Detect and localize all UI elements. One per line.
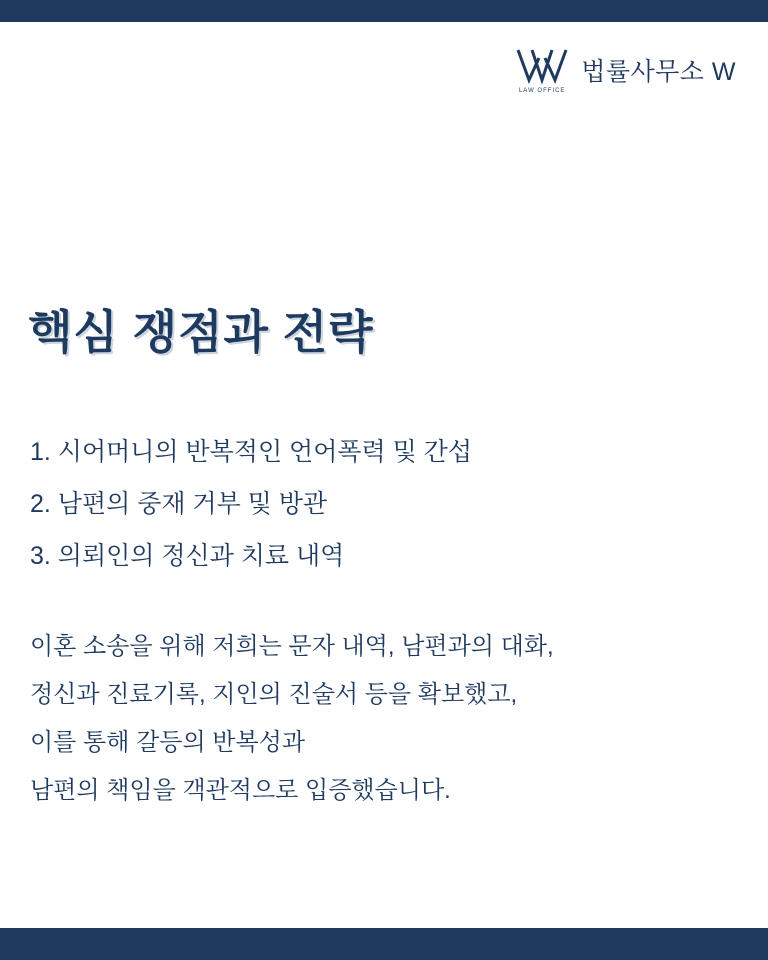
list-item: 3. 의뢰인의 정신과 치료 내역	[30, 542, 345, 570]
logo-subtext: LAW OFFICE	[518, 88, 566, 94]
w-monogram-icon	[515, 46, 569, 94]
paragraph-line: 이를 통해 갈등의 반복성과	[30, 729, 306, 756]
paragraph-line: 이혼 소송을 위해 저희는 문자 내역, 남편과의 대화,	[30, 633, 554, 660]
list-item: 1. 시어머니의 반복적인 언어폭력 및 간섭	[30, 438, 472, 466]
brand-logo	[515, 46, 736, 94]
top-accent-bar	[0, 0, 768, 22]
summary-paragraph	[30, 635, 740, 827]
paragraph-line: 남편의 책임을 객관적으로 입증했습니다.	[30, 777, 451, 804]
list-item: 2. 남편의 중재 거부 및 방관	[30, 490, 328, 518]
page-title: 핵심 쟁점과 전략	[28, 306, 374, 358]
key-issues-list	[30, 440, 730, 596]
paragraph-line: 정신과 진료기록, 지인의 진술서 등을 확보했고,	[30, 681, 518, 708]
bottom-accent-bar	[0, 928, 768, 960]
brand-name: 법률사무소 W	[581, 58, 736, 86]
